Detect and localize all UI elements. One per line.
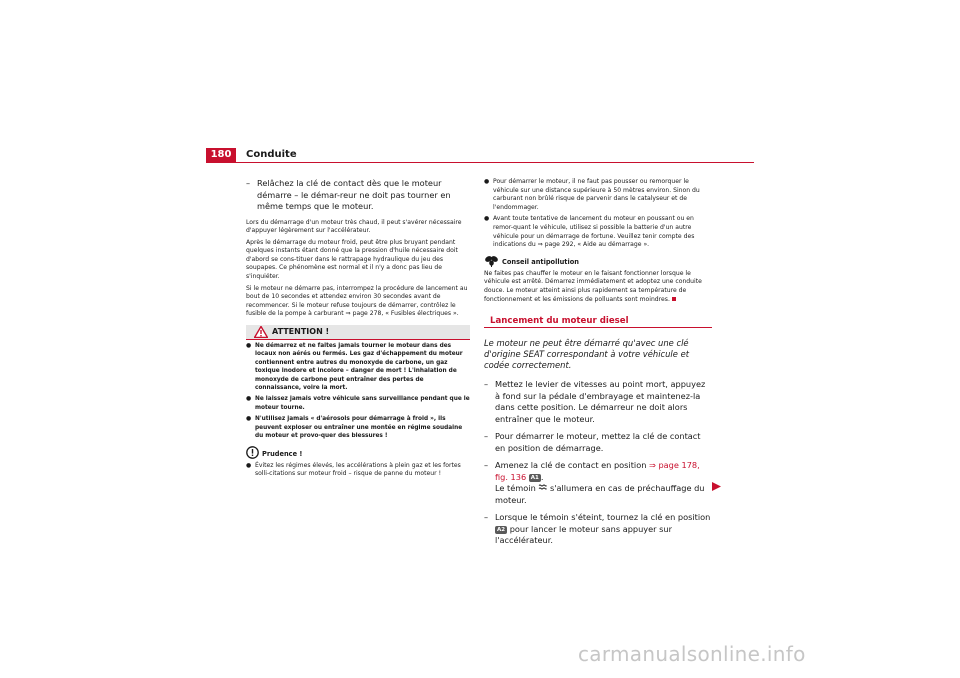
warning-triangle-icon — [254, 326, 268, 338]
eco-leaf-icon — [484, 254, 499, 267]
step-text: Mettez le levier de vitesses au point mort, appuyez à fond sur la pédale d'embrayage et maintenez-la dans cette position. Le démarreur ne doit alors entraîner que le moteur. — [495, 379, 706, 424]
bullet: ● — [246, 461, 252, 469]
position-tag-a2: A2 — [497, 526, 506, 533]
left-column — [246, 178, 470, 482]
watermark: carmanualsonline.info — [578, 642, 806, 666]
prudence-header — [246, 446, 470, 460]
bullet: ● — [246, 342, 252, 350]
attention-item — [246, 395, 470, 412]
glow-plug-icon — [538, 484, 547, 491]
attention-item — [246, 342, 470, 392]
step-text: Lorsque le témoin s'éteint, tournez la clé en position — [495, 512, 711, 523]
prudence-item-text: Évitez les régimes élevés, les accélérations à plein gaz et les fortes solli-citations sur moteur froid – risque de panne du moteur ! — [255, 461, 461, 478]
dash: – — [484, 431, 489, 442]
step-neutral-clutch — [484, 379, 712, 425]
step-text: pour lancer le moteur sans appuyer sur l'accélérateur. — [495, 523, 672, 546]
step-text: Le témoin — [495, 483, 539, 494]
attention-item-text: Ne laissez jamais votre véhicule sans surveillance pendant que le moteur tourne. — [255, 396, 470, 411]
right-column — [484, 178, 712, 553]
paragraph-hot-engine: Lors du démarrage d'un moteur très chaud, il peut s'avérer nécessaire d'appuyer légèrement sur l'accélérateur. — [246, 218, 462, 235]
bullet: ● — [484, 178, 490, 185]
dash: – — [246, 178, 251, 188]
attention-title: ATTENTION ! — [272, 327, 330, 337]
dash: – — [484, 379, 489, 390]
eco-tip-title: Conseil antipollution — [502, 257, 579, 266]
attention-item — [246, 415, 470, 440]
eco-tip-text — [484, 270, 712, 304]
eco-tip-header — [484, 254, 712, 268]
section-subtitle: Le moteur ne peut être démarré qu'avec une clé d'origine SEAT correspondant à votre véhicule et codée correctement. — [484, 338, 690, 371]
step-turn-key — [484, 512, 712, 547]
bullet-jump-start — [484, 215, 712, 249]
bullet-text: Pour démarrer le moteur, il ne faut pas pousser ou remorquer le véhicule sur une distance supérieure à 50 mètres environ. Sinon du carburant non brûlé risque de parvenir dans le catalyseur et de l'endommager. — [493, 178, 700, 211]
eco-tip-body: Ne faites pas chauffer le moteur en le faisant fonctionner lorsque le véhicule est arrêté. Démarrez immédiatement et adoptez une conduite douce. Le moteur atteint ainsi plus rapidement sa température de fonctionnement et les émissions de polluants sont moindres. — [484, 269, 702, 303]
section-title-diesel: Lancement du moteur diesel — [484, 316, 712, 328]
attention-item-text: Ne démarrez et ne faites jamais tourner le moteur dans des locaux non aérés ou fermés. Les gaz d'échappement du moteur contiennent entre autres du monoxyde de carbone, un gaz toxique inodore et incolore – danger de mort ! L'inhalation de monoxyde de carbone peut entraîner des pertes de connaissance, voire la mort. — [255, 343, 463, 392]
attention-box — [246, 325, 470, 440]
bullet-text: Avant toute tentative de lancement du moteur en poussant ou en remor-quant le véhicule, utilisez si possible la batterie d'un autre véhicule pour un démarrage de fortune. Veuillez tenir compte des indications du ⇒ page 292, « Aide au démarrage ». — [493, 215, 695, 249]
bullet: ● — [246, 395, 252, 403]
prudence-item — [246, 462, 470, 479]
step-release-key — [246, 178, 470, 213]
step-text: s'allumera en cas de préchauffage du moteur. — [495, 483, 705, 505]
position-tag-a1: A1 — [530, 474, 539, 481]
attention-header — [246, 325, 470, 340]
page-number: 180 — [206, 148, 236, 162]
next-page-arrow-icon[interactable] — [712, 482, 721, 491]
step-text: . — [540, 471, 544, 482]
step-preheat — [484, 460, 712, 506]
bullet: ● — [484, 215, 490, 223]
chapter-title: Conduite — [246, 149, 297, 160]
exclamation-circle-icon — [246, 446, 259, 459]
step-start-position — [484, 431, 712, 454]
step-text: Amenez la clé de contact en position — [495, 460, 649, 471]
end-of-section-marker — [672, 297, 676, 301]
paragraph-no-start: Si le moteur ne démarre pas, interrompez la procédure de lancement au bout de 10 secondes et attendez environ 30 secondes avant de recommencer. Si le moteur refuse toujours de démarrer, contrôlez le fusible de la pompe à carburant ⇒ page 278, « Fusibles électriques ». — [246, 284, 468, 318]
attention-item-text: N'utilisez jamais « d'aérosols pour démarrage à froid », ils peuvent exploser ou entraîner une montée en régime soudaine du moteur et provo-quer des blessures ! — [255, 416, 463, 440]
prudence-title: Prudence ! — [262, 449, 303, 458]
dash: – — [484, 512, 489, 523]
paragraph-cold-engine: Après le démarrage du moteur froid, peut être plus bruyant pendant quelques instants étant donné que la pression d'huile nécessaire doit d'abord se cons-tituer dans le rattrapage hydraulique du jeu des soupapes. Ce phénomène est normal et il n'y a donc pas lieu de s'inquiéter. — [246, 238, 458, 281]
header-rule — [206, 162, 754, 163]
dash: – — [484, 460, 489, 471]
bullet-push-tow — [484, 178, 712, 212]
step-text: Relâchez la clé de contact dès que le moteur démarre – le démar-reur ne doit pas tourner en même temps que le moteur. — [257, 178, 451, 211]
page-reference-link[interactable]: ⇒ page 178, fig. 136 — [495, 460, 700, 482]
step-text: Pour démarrer le moteur, mettez la clé de contact en position de démarrage. — [495, 431, 701, 453]
bullet: ● — [246, 415, 252, 423]
